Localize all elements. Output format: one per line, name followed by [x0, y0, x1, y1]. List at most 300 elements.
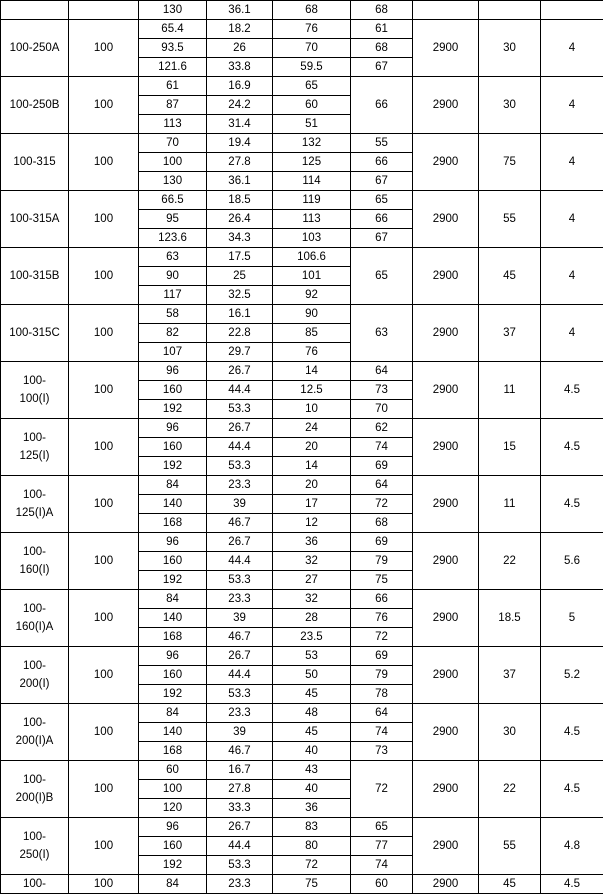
efficiency-cell: 79 — [351, 666, 413, 685]
head-cell: 50 — [273, 666, 351, 685]
flow-cell: 107 — [139, 343, 207, 362]
efficiency-cell: 64 — [351, 362, 413, 381]
head-cell: 14 — [273, 457, 351, 476]
head-cell: 23.5 — [273, 628, 351, 647]
model-line: 160(I) — [1, 561, 68, 579]
model-cell: 100-250A — [1, 20, 69, 77]
efficiency-cell: 66 — [351, 210, 413, 229]
flow-nominal-cell: 100 — [69, 362, 139, 419]
model-cell — [1, 818, 69, 875]
power-cell: 37 — [479, 647, 541, 704]
flow-unit-cell: 26.7 — [207, 647, 273, 666]
flow-unit-cell: 32.5 — [207, 286, 273, 305]
power-cell: 22 — [479, 533, 541, 590]
flow-unit-cell: 53.3 — [207, 457, 273, 476]
power-cell: 30 — [479, 77, 541, 134]
flow-unit-cell: 23.3 — [207, 590, 273, 609]
flow-nominal-cell: 100 — [69, 476, 139, 533]
flow-unit-cell: 36.1 — [207, 1, 273, 20]
speed-cell: 2900 — [413, 191, 479, 248]
efficiency-cell: 74 — [351, 438, 413, 457]
flow-cell: 95 — [139, 210, 207, 229]
model-line: 100- — [1, 714, 68, 732]
flow-unit-cell: 23.3 — [207, 875, 273, 894]
efficiency-cell: 60 — [351, 875, 413, 894]
head-cell: 48 — [273, 704, 351, 723]
flow-unit-cell: 26.7 — [207, 362, 273, 381]
table-row — [1, 191, 603, 210]
flow-unit-cell: 46.7 — [207, 628, 273, 647]
flow-unit-cell: 17.5 — [207, 248, 273, 267]
efficiency-cell: 66 — [351, 153, 413, 172]
flow-unit-cell: 39 — [207, 495, 273, 514]
model-line: 250(I) — [1, 846, 68, 864]
flow-unit-cell: 46.7 — [207, 514, 273, 533]
flow-unit-cell: 44.4 — [207, 552, 273, 571]
flow-nominal-cell: 100 — [69, 134, 139, 191]
model-cell — [1, 362, 69, 419]
flow-unit-cell: 23.3 — [207, 704, 273, 723]
efficiency-cell: 76 — [351, 609, 413, 628]
table-row — [1, 248, 603, 267]
flow-cell: 90 — [139, 267, 207, 286]
head-cell: 20 — [273, 438, 351, 457]
model-cell: 100-315C — [1, 305, 69, 362]
flow-nominal-cell: 100 — [69, 704, 139, 761]
power-cell: 75 — [479, 134, 541, 191]
flow-unit-cell: 33.8 — [207, 58, 273, 77]
flow-cell: 96 — [139, 818, 207, 837]
npsh-cell: 4 — [541, 305, 603, 362]
head-cell: 114 — [273, 172, 351, 191]
model-line: 100- — [1, 771, 68, 789]
head-cell: 43 — [273, 761, 351, 780]
flow-cell: 140 — [139, 609, 207, 628]
flow-nominal-cell: 100 — [69, 419, 139, 476]
table-row — [1, 77, 603, 96]
flow-cell: 84 — [139, 875, 207, 894]
efficiency-cell: 67 — [351, 172, 413, 191]
efficiency-cell: 69 — [351, 647, 413, 666]
model-cell — [1, 761, 69, 818]
efficiency-cell: 72 — [351, 628, 413, 647]
flow-unit-cell: 53.3 — [207, 856, 273, 875]
head-cell: 40 — [273, 780, 351, 799]
flow-cell: 84 — [139, 704, 207, 723]
table-row — [1, 1, 603, 20]
table-row — [1, 875, 603, 894]
flow-cell: 192 — [139, 400, 207, 419]
flow-unit-cell: 31.4 — [207, 115, 273, 134]
flow-nominal-cell: 100 — [69, 20, 139, 77]
speed-cell: 2900 — [413, 20, 479, 77]
flow-nominal-cell: 100 — [69, 761, 139, 818]
flow-unit-cell: 53.3 — [207, 400, 273, 419]
npsh-cell: 4 — [541, 20, 603, 77]
power-cell — [479, 1, 541, 20]
flow-nominal-cell — [69, 1, 139, 20]
flow-nominal-cell: 100 — [69, 647, 139, 704]
head-cell: 12.5 — [273, 381, 351, 400]
npsh-cell: 4.8 — [541, 818, 603, 875]
flow-cell: 192 — [139, 571, 207, 590]
head-cell: 14 — [273, 362, 351, 381]
head-cell: 32 — [273, 590, 351, 609]
flow-unit-cell: 53.3 — [207, 571, 273, 590]
table-row — [1, 305, 603, 324]
efficiency-cell: 72 — [351, 761, 413, 818]
efficiency-cell: 67 — [351, 58, 413, 77]
power-cell: 18.5 — [479, 590, 541, 647]
efficiency-cell: 68 — [351, 1, 413, 20]
model-cell: 100-315B — [1, 248, 69, 305]
efficiency-cell: 68 — [351, 39, 413, 58]
model-cell: 100-315 — [1, 134, 69, 191]
flow-unit-cell: 44.4 — [207, 381, 273, 400]
table-row — [1, 476, 603, 495]
model-cell — [1, 1, 69, 20]
flow-cell: 66.5 — [139, 191, 207, 210]
head-cell: 72 — [273, 856, 351, 875]
model-line: 100- — [1, 429, 68, 447]
head-cell: 70 — [273, 39, 351, 58]
efficiency-cell: 66 — [351, 77, 413, 134]
flow-cell: 168 — [139, 514, 207, 533]
head-cell: 83 — [273, 818, 351, 837]
efficiency-cell: 65 — [351, 191, 413, 210]
efficiency-cell: 74 — [351, 723, 413, 742]
power-cell: 55 — [479, 191, 541, 248]
npsh-cell: 5 — [541, 590, 603, 647]
efficiency-cell: 63 — [351, 305, 413, 362]
efficiency-cell: 73 — [351, 742, 413, 761]
table-row — [1, 590, 603, 609]
efficiency-cell: 79 — [351, 552, 413, 571]
flow-unit-cell: 16.7 — [207, 761, 273, 780]
head-cell: 17 — [273, 495, 351, 514]
flow-unit-cell: 26.7 — [207, 533, 273, 552]
flow-cell: 100 — [139, 153, 207, 172]
flow-unit-cell: 53.3 — [207, 685, 273, 704]
flow-cell: 96 — [139, 362, 207, 381]
flow-unit-cell: 46.7 — [207, 742, 273, 761]
efficiency-cell: 62 — [351, 419, 413, 438]
flow-unit-cell: 16.1 — [207, 305, 273, 324]
model-line: 200(I) — [1, 675, 68, 693]
head-cell: 103 — [273, 229, 351, 248]
speed-cell: 2900 — [413, 647, 479, 704]
npsh-cell: 4 — [541, 248, 603, 305]
flow-cell: 192 — [139, 685, 207, 704]
efficiency-cell: 70 — [351, 400, 413, 419]
npsh-cell: 4.5 — [541, 362, 603, 419]
flow-unit-cell: 44.4 — [207, 666, 273, 685]
flow-cell: 96 — [139, 419, 207, 438]
efficiency-cell: 65 — [351, 248, 413, 305]
efficiency-cell: 61 — [351, 20, 413, 39]
flow-cell: 113 — [139, 115, 207, 134]
model-cell — [1, 647, 69, 704]
table-row — [1, 419, 603, 438]
power-cell: 45 — [479, 248, 541, 305]
table-row — [1, 647, 603, 666]
npsh-cell: 4.5 — [541, 476, 603, 533]
flow-cell: 130 — [139, 1, 207, 20]
flow-unit-cell: 16.9 — [207, 77, 273, 96]
flow-cell: 100 — [139, 780, 207, 799]
model-cell — [1, 533, 69, 590]
speed-cell: 2900 — [413, 134, 479, 191]
efficiency-cell: 75 — [351, 571, 413, 590]
efficiency-cell: 64 — [351, 704, 413, 723]
speed-cell: 2900 — [413, 704, 479, 761]
flow-unit-cell: 29.7 — [207, 343, 273, 362]
head-cell: 80 — [273, 837, 351, 856]
head-cell: 68 — [273, 1, 351, 20]
flow-unit-cell: 25 — [207, 267, 273, 286]
power-cell: 30 — [479, 20, 541, 77]
model-line: 100- — [1, 543, 68, 561]
flow-cell: 60 — [139, 761, 207, 780]
head-cell: 24 — [273, 419, 351, 438]
flow-unit-cell: 18.5 — [207, 191, 273, 210]
flow-unit-cell: 23.3 — [207, 476, 273, 495]
flow-cell: 65.4 — [139, 20, 207, 39]
flow-cell: 63 — [139, 248, 207, 267]
npsh-cell: 4 — [541, 77, 603, 134]
head-cell: 28 — [273, 609, 351, 628]
speed-cell: 2900 — [413, 362, 479, 419]
flow-cell: 120 — [139, 799, 207, 818]
flow-nominal-cell: 100 — [69, 875, 139, 894]
flow-cell: 130 — [139, 172, 207, 191]
npsh-cell: 5.6 — [541, 533, 603, 590]
power-cell: 15 — [479, 419, 541, 476]
model-cell — [1, 590, 69, 647]
model-cell: 100- — [1, 875, 69, 894]
flow-cell: 58 — [139, 305, 207, 324]
flow-cell: 160 — [139, 552, 207, 571]
head-cell: 90 — [273, 305, 351, 324]
flow-cell: 84 — [139, 476, 207, 495]
flow-unit-cell: 19.4 — [207, 134, 273, 153]
speed-cell: 2900 — [413, 248, 479, 305]
head-cell: 36 — [273, 799, 351, 818]
flow-cell: 140 — [139, 723, 207, 742]
speed-cell: 2900 — [413, 533, 479, 590]
flow-unit-cell: 44.4 — [207, 837, 273, 856]
model-cell — [1, 476, 69, 533]
head-cell: 76 — [273, 343, 351, 362]
head-cell: 60 — [273, 96, 351, 115]
flow-cell: 96 — [139, 533, 207, 552]
model-line: 100- — [1, 657, 68, 675]
power-cell: 11 — [479, 362, 541, 419]
head-cell: 85 — [273, 324, 351, 343]
flow-cell: 160 — [139, 666, 207, 685]
model-line: 100- — [1, 828, 68, 846]
efficiency-cell: 68 — [351, 514, 413, 533]
efficiency-cell: 66 — [351, 590, 413, 609]
speed-cell: 2900 — [413, 875, 479, 894]
flow-cell: 84 — [139, 590, 207, 609]
efficiency-cell: 64 — [351, 476, 413, 495]
flow-cell: 168 — [139, 742, 207, 761]
flow-cell: 121.6 — [139, 58, 207, 77]
power-cell: 37 — [479, 305, 541, 362]
table-row — [1, 761, 603, 780]
power-cell: 11 — [479, 476, 541, 533]
head-cell: 65 — [273, 77, 351, 96]
flow-unit-cell: 27.8 — [207, 153, 273, 172]
flow-cell: 70 — [139, 134, 207, 153]
model-cell — [1, 419, 69, 476]
head-cell: 125 — [273, 153, 351, 172]
head-cell: 51 — [273, 115, 351, 134]
flow-nominal-cell: 100 — [69, 818, 139, 875]
head-cell: 59.5 — [273, 58, 351, 77]
flow-cell: 96 — [139, 647, 207, 666]
npsh-cell: 4 — [541, 191, 603, 248]
model-cell: 100-315A — [1, 191, 69, 248]
head-cell: 45 — [273, 685, 351, 704]
model-line: 200(I)B — [1, 789, 68, 807]
flow-cell: 160 — [139, 438, 207, 457]
npsh-cell: 5.2 — [541, 647, 603, 704]
npsh-cell — [541, 1, 603, 20]
flow-nominal-cell: 100 — [69, 248, 139, 305]
speed-cell: 2900 — [413, 476, 479, 533]
table-row — [1, 362, 603, 381]
head-cell: 20 — [273, 476, 351, 495]
speed-cell: 2900 — [413, 761, 479, 818]
flow-cell: 192 — [139, 856, 207, 875]
head-cell: 32 — [273, 552, 351, 571]
flow-unit-cell: 34.3 — [207, 229, 273, 248]
flow-unit-cell: 27.8 — [207, 780, 273, 799]
head-cell: 53 — [273, 647, 351, 666]
head-cell: 10 — [273, 400, 351, 419]
npsh-cell: 4.5 — [541, 704, 603, 761]
flow-cell: 93.5 — [139, 39, 207, 58]
table-row — [1, 134, 603, 153]
model-line: 100- — [1, 372, 68, 390]
flow-cell: 168 — [139, 628, 207, 647]
efficiency-cell: 67 — [351, 229, 413, 248]
table-row — [1, 704, 603, 723]
head-cell: 76 — [273, 20, 351, 39]
flow-nominal-cell: 100 — [69, 191, 139, 248]
flow-nominal-cell: 100 — [69, 533, 139, 590]
flow-cell: 61 — [139, 77, 207, 96]
table-row — [1, 20, 603, 39]
flow-cell: 160 — [139, 381, 207, 400]
head-cell: 75 — [273, 875, 351, 894]
model-line: 100- — [1, 600, 68, 618]
speed-cell: 2900 — [413, 77, 479, 134]
head-cell: 45 — [273, 723, 351, 742]
efficiency-cell: 65 — [351, 818, 413, 837]
model-line: 100(I) — [1, 390, 68, 408]
flow-cell: 87 — [139, 96, 207, 115]
table-row — [1, 533, 603, 552]
head-cell: 12 — [273, 514, 351, 533]
efficiency-cell: 74 — [351, 856, 413, 875]
flow-cell: 160 — [139, 837, 207, 856]
flow-nominal-cell: 100 — [69, 590, 139, 647]
npsh-cell: 4.5 — [541, 419, 603, 476]
head-cell: 101 — [273, 267, 351, 286]
power-cell: 22 — [479, 761, 541, 818]
flow-unit-cell: 36.1 — [207, 172, 273, 191]
power-cell: 45 — [479, 875, 541, 894]
model-line: 200(I)A — [1, 732, 68, 750]
flow-nominal-cell: 100 — [69, 305, 139, 362]
speed-cell — [413, 1, 479, 20]
head-cell: 36 — [273, 533, 351, 552]
table-row — [1, 818, 603, 837]
flow-unit-cell: 33.3 — [207, 799, 273, 818]
flow-unit-cell: 26 — [207, 39, 273, 58]
efficiency-cell: 73 — [351, 381, 413, 400]
head-cell: 106.6 — [273, 248, 351, 267]
speed-cell: 2900 — [413, 818, 479, 875]
head-cell: 92 — [273, 286, 351, 305]
flow-unit-cell: 26.4 — [207, 210, 273, 229]
head-cell: 119 — [273, 191, 351, 210]
efficiency-cell: 77 — [351, 837, 413, 856]
flow-cell: 123.6 — [139, 229, 207, 248]
flow-unit-cell: 26.7 — [207, 818, 273, 837]
npsh-cell: 4.5 — [541, 761, 603, 818]
head-cell: 132 — [273, 134, 351, 153]
efficiency-cell: 69 — [351, 457, 413, 476]
npsh-cell: 4 — [541, 134, 603, 191]
flow-cell: 192 — [139, 457, 207, 476]
flow-cell: 140 — [139, 495, 207, 514]
model-line: 100- — [1, 486, 68, 504]
flow-unit-cell: 24.2 — [207, 96, 273, 115]
flow-unit-cell: 18.2 — [207, 20, 273, 39]
efficiency-cell: 69 — [351, 533, 413, 552]
speed-cell: 2900 — [413, 590, 479, 647]
efficiency-cell: 72 — [351, 495, 413, 514]
efficiency-cell: 78 — [351, 685, 413, 704]
flow-nominal-cell: 100 — [69, 77, 139, 134]
npsh-cell: 4.5 — [541, 875, 603, 894]
power-cell: 30 — [479, 704, 541, 761]
speed-cell: 2900 — [413, 419, 479, 476]
flow-unit-cell: 44.4 — [207, 438, 273, 457]
model-cell — [1, 704, 69, 761]
flow-cell: 82 — [139, 324, 207, 343]
model-line: 125(I)A — [1, 504, 68, 522]
speed-cell: 2900 — [413, 305, 479, 362]
head-cell: 40 — [273, 742, 351, 761]
head-cell: 113 — [273, 210, 351, 229]
flow-unit-cell: 26.7 — [207, 419, 273, 438]
model-cell: 100-250B — [1, 77, 69, 134]
model-line: 125(I) — [1, 447, 68, 465]
power-cell: 55 — [479, 818, 541, 875]
efficiency-cell: 55 — [351, 134, 413, 153]
flow-unit-cell: 39 — [207, 609, 273, 628]
flow-unit-cell: 22.8 — [207, 324, 273, 343]
head-cell: 27 — [273, 571, 351, 590]
flow-cell: 117 — [139, 286, 207, 305]
model-line: 160(I)A — [1, 618, 68, 636]
flow-unit-cell: 39 — [207, 723, 273, 742]
